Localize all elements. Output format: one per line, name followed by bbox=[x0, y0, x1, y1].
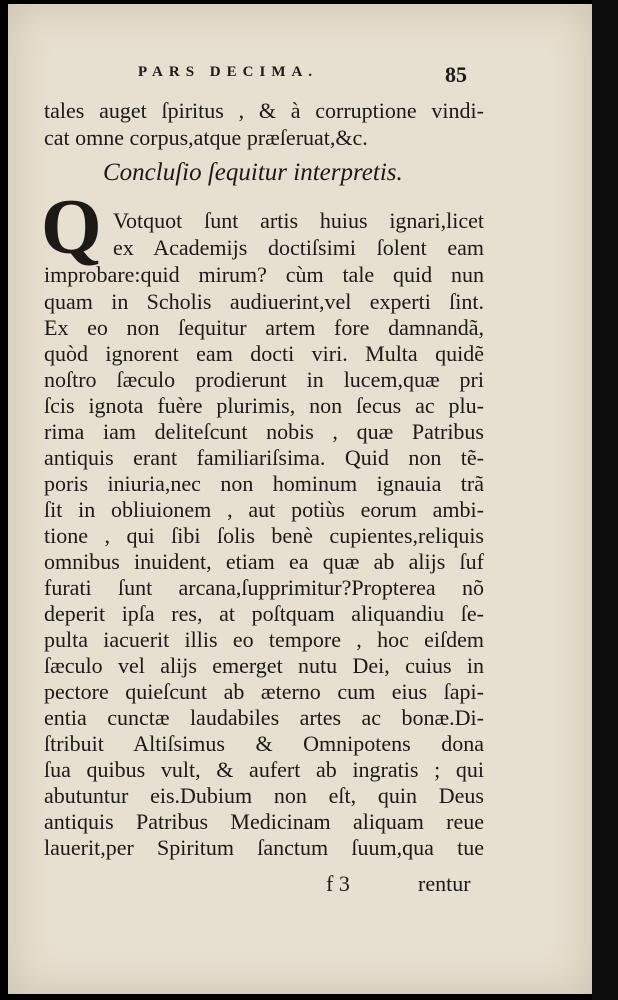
body-line: improbare:quid mirum? cùm tale quid nun bbox=[44, 262, 484, 287]
body-line: quòd ignorent eam docti viri. Multa quidẽ bbox=[44, 341, 484, 366]
running-title: PARS DECIMA. bbox=[138, 64, 319, 80]
body-line: pulta iacuerit illis eo tempore , hoc eiſdem bbox=[44, 627, 484, 652]
body-line: Ex eo non ſequitur artem fore damnandã, bbox=[44, 315, 484, 340]
body-line: abutuntur eis.Dubium non eſt, quin Deus bbox=[44, 783, 484, 808]
page-number: 85 bbox=[445, 62, 467, 87]
body-line: ſtribuit Altiſsimus & Omnipotens dona bbox=[44, 731, 484, 756]
text-line-indented-1: Votquot ſunt artis huius ignari,licet bbox=[113, 208, 484, 233]
text-line-top-2: cat omne corpus,atque præſeruat,&c. bbox=[44, 125, 368, 150]
body-line: deperit ipſa res, at poſtquam aliquandiu ſe- bbox=[44, 601, 484, 626]
signature-mark: f 3 bbox=[326, 871, 350, 896]
body-line: noſtro ſæculo prodierunt in lucem,quæ pri bbox=[44, 367, 484, 392]
section-heading: Concluſio ſequitur interpretis. bbox=[103, 159, 403, 186]
drop-cap-initial: Q bbox=[41, 183, 102, 270]
body-line: pectore quieſcunt ab æterno cum eius ſapi- bbox=[44, 679, 484, 704]
body-line: tione , qui ſibi ſolis benè cupientes,reliquis bbox=[44, 523, 484, 548]
body-line: antiquis Patribus Medicinam aliquam reue bbox=[44, 809, 484, 834]
body-line: omnibus inuident, etiam ea quæ ab alijs ſuf bbox=[44, 549, 484, 574]
body-line: poris iniuria,nec non hominum ignauia trã bbox=[44, 471, 484, 496]
body-line: ſæculo vel alijs emerget nutu Dei, cuius in bbox=[44, 653, 484, 678]
body-line: rima iam deliteſcunt nobis , quæ Patribus bbox=[44, 419, 484, 444]
book-page bbox=[8, 4, 592, 994]
text-line-top-1: tales auget ſpiritus , & à corruptione vindi- bbox=[44, 98, 484, 123]
body-line: antiquis erant familiariſsima. Quid non tẽ- bbox=[44, 445, 484, 470]
body-line: ſit in obliuionem , aut potiùs eorum ambi- bbox=[44, 497, 484, 522]
body-line: entia cunctæ laudabiles artes ac bonæ.Di- bbox=[44, 705, 484, 730]
body-line: ſcis ignota fuère plurimis, non ſecus ac plu- bbox=[44, 393, 484, 418]
body-line: ſua quibus vult, & aufert ab ingratis ; qui bbox=[44, 757, 484, 782]
body-line: quam in Scholis audiuerint,vel experti ſint. bbox=[44, 289, 484, 314]
text-line-indented-2: ex Academijs doctiſsimi ſolent eam bbox=[113, 235, 484, 260]
scan-background-edge bbox=[592, 0, 618, 1000]
body-line: lauerit,per Spiritum ſanctum ſuum,qua tue bbox=[44, 835, 484, 860]
catchword: rentur bbox=[418, 871, 471, 896]
body-line: furati ſunt arcana,ſupprimitur?Propterea nõ bbox=[44, 575, 484, 600]
